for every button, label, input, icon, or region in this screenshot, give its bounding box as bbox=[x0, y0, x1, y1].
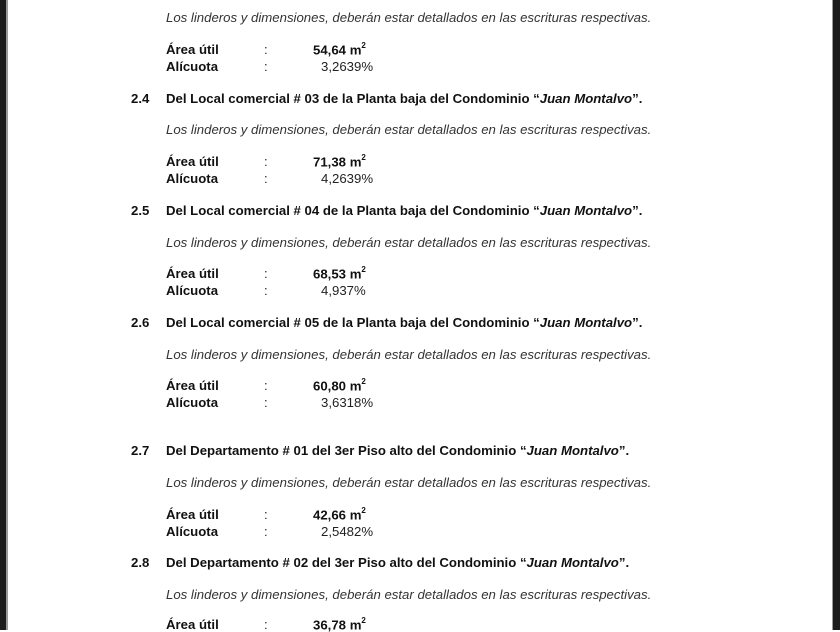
colon: : bbox=[264, 59, 268, 74]
alicuota-label: Alícuota bbox=[166, 395, 219, 410]
area-value: 36,78 $m^2$ bbox=[313, 616, 366, 632]
alicuota-value: 3,6318% bbox=[321, 395, 374, 410]
linderos-note: Los linderos y dimensiones, deberán estar detallados en las escrituras respectivas. bbox=[166, 10, 652, 25]
colon: : bbox=[264, 42, 268, 57]
area-value: 60,80 $m^2$ bbox=[313, 377, 366, 394]
linderos-note: Los linderos y dimensiones, deberán estar detallados en las escrituras respectivas. bbox=[166, 235, 652, 250]
section-heading: Del Departamento # 01 del 3er Piso alto del Condominio “Juan Montalvo”. bbox=[166, 443, 630, 458]
area-value: 68,53 $m^2$ bbox=[313, 265, 366, 282]
colon: : bbox=[264, 395, 268, 410]
colon: : bbox=[264, 266, 268, 281]
colon: : bbox=[264, 617, 268, 632]
colon: : bbox=[264, 378, 268, 393]
area-label: Área útil bbox=[166, 42, 219, 57]
alicuota-label: Alícuota bbox=[166, 171, 219, 186]
window-border-left-edge bbox=[6, 0, 8, 630]
section-heading: Del Departamento # 02 del 3er Piso alto del Condominio “Juan Montalvo”. bbox=[166, 555, 630, 570]
section-number: 2.7 bbox=[131, 443, 150, 458]
area-label: Área útil bbox=[166, 507, 219, 522]
area-label: Área útil bbox=[166, 154, 219, 169]
section-number: 2.4 bbox=[131, 91, 150, 106]
alicuota-label: Alícuota bbox=[166, 283, 219, 298]
colon: : bbox=[264, 524, 268, 539]
alicuota-value: 3,2639% bbox=[321, 59, 374, 74]
area-label: Área útil bbox=[166, 378, 219, 393]
colon: : bbox=[264, 154, 268, 169]
section-heading: Del Local comercial # 03 de la Planta baja del Condominio “Juan Montalvo”. bbox=[166, 91, 643, 106]
colon: : bbox=[264, 507, 268, 522]
alicuota-value: 4,937% bbox=[321, 283, 366, 298]
section-number: 2.6 bbox=[131, 315, 150, 330]
linderos-note: Los linderos y dimensiones, deberán estar detallados en las escrituras respectivas. bbox=[166, 347, 652, 362]
alicuota-label: Alícuota bbox=[166, 59, 219, 74]
area-value: 54,64 $m^2$ bbox=[313, 41, 366, 58]
section-number: 2.8 bbox=[131, 555, 150, 570]
section-heading: Del Local comercial # 04 de la Planta baja del Condominio “Juan Montalvo”. bbox=[166, 203, 643, 218]
alicuota-value: 2,5482% bbox=[321, 524, 374, 539]
alicuota-label: Alícuota bbox=[166, 524, 219, 539]
section-heading: Del Local comercial # 05 de la Planta baja del Condominio “Juan Montalvo”. bbox=[166, 315, 643, 330]
area-value: 42,66 $m^2$ bbox=[313, 506, 366, 523]
window-border-right bbox=[833, 0, 840, 630]
colon: : bbox=[264, 171, 268, 186]
colon: : bbox=[264, 283, 268, 298]
alicuota-value: 4,2639% bbox=[321, 171, 374, 186]
area-value: 71,38 $m^2$ bbox=[313, 153, 366, 170]
area-label: Área útil bbox=[166, 266, 219, 281]
linderos-note: Los linderos y dimensiones, deberán estar detallados en las escrituras respectivas. bbox=[166, 122, 652, 137]
window-border-right-edge bbox=[832, 0, 833, 630]
area-label: Área útil bbox=[166, 617, 219, 632]
linderos-note: Los linderos y dimensiones, deberán estar detallados en las escrituras respectivas. bbox=[166, 587, 652, 602]
section-number: 2.5 bbox=[131, 203, 150, 218]
linderos-note: Los linderos y dimensiones, deberán estar detallados en las escrituras respectivas. bbox=[166, 475, 652, 490]
